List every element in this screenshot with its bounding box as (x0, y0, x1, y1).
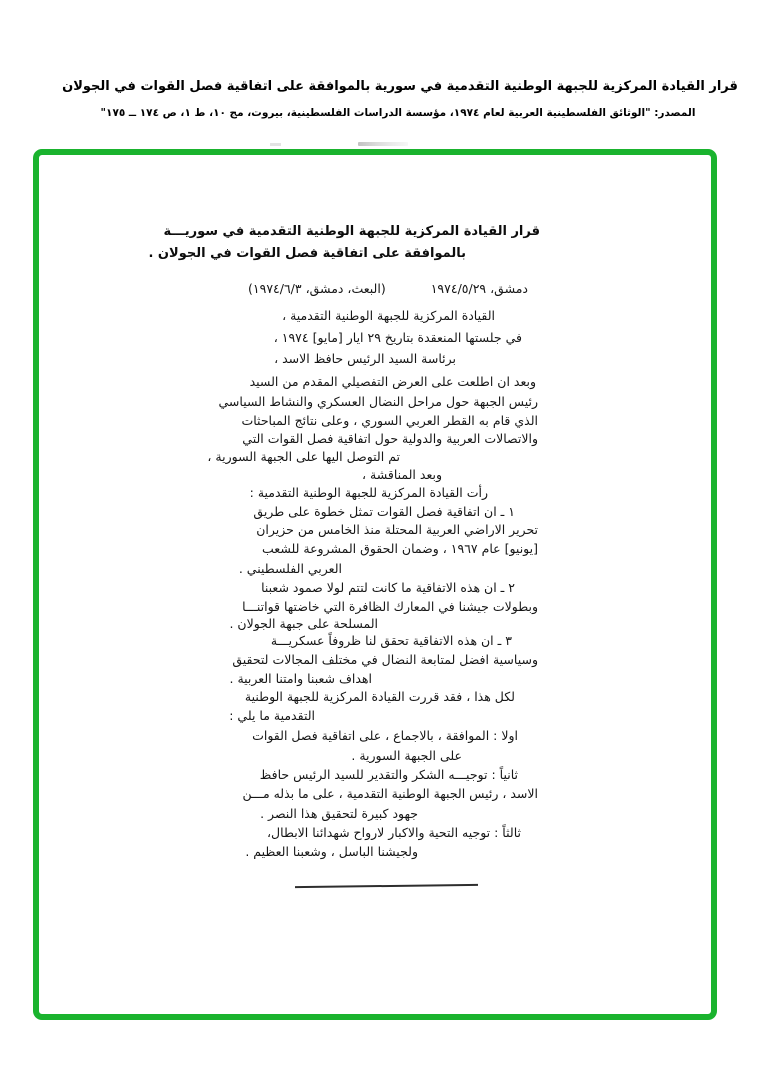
document-text-line: رئيس الجبهة حول مراحل النضال العسكري والنشاط السياسي (218, 394, 538, 409)
document-text-line: لكل هذا ، فقد قررت القيادة المركزية للجبهة الوطنية (244, 689, 515, 704)
document-title-line: قرار القيادة المركزية للجبهة الوطنية التقدمية في سوريـــة (163, 224, 540, 239)
document-text-line: جهود كبيرة لتحقيق هذا النصر . (260, 806, 418, 821)
page-title: قرار القيادة المركزية للجبهة الوطنية التقدمية في سورية بالموافقة على اتفاقية فصل القوات في الجولان (62, 79, 738, 94)
document-text-line: اولا : الموافقة ، بالاجماع ، على اتفاقية فصل القوات (252, 728, 518, 743)
document-text-line: (البعث، دمشق، ١٩٧٤/٦/٣) (248, 281, 386, 296)
document-text-line: اهداف شعبنا وامتنا العربية . (229, 671, 372, 686)
document-text-line: ولجيشنا الباسل ، وشعبنا العظيم . (245, 844, 418, 859)
document-text-line: المسلحة على جبهة الجولان . (229, 616, 378, 631)
source-citation: المصدر: "الوثائق الفلسطينية العربية لعام ١٩٧٤، مؤسسة الدراسات الفلسطينية، بيروت، مج ١٠، ط ١، ص ١٧٤ ــ ١٧٥" (100, 107, 696, 119)
document-text-line: تم التوصل اليها على الجبهة السورية ، (207, 449, 400, 464)
document-text-line: ٢ ـ ان هذه الاتفاقية ما كانت لتتم لولا صمود شعبنا (261, 580, 515, 595)
document-text-line: تحرير الاراضي العربية المحتلة منذ الخامس من حزيران (256, 522, 538, 537)
document-text-line: وبعد ان اطلعت على العرض التفصيلي المقدم من السيد (249, 374, 536, 389)
document-text-line: في جلستها المنعقدة بتاريخ ٢٩ ايار [مايو] ١٩٧٤ ، (273, 330, 522, 345)
document-text-line: دمشق، ١٩٧٤/٥/٢٩ (430, 281, 528, 296)
document-text-line: ١ ـ ان اتفاقية فصل القوات تمثل خطوة على طريق (253, 504, 515, 519)
document-text-line: الاسد ، رئيس الجبهة الوطنية التقدمية ، على ما بذله مـــن (242, 786, 538, 801)
document-text-line: ثالثاً : توجيه التحية والاكبار لارواح شهدائنا الابطال، (267, 825, 521, 840)
document-text-line: وبعد المناقشة ، (361, 467, 442, 482)
document-text-line: الذي قام به القطر العربي السوري ، وعلى نتائج المباحثات (241, 413, 538, 428)
document-title-line: بالموافقة على اتفاقية فصل القوات في الجولان . (148, 246, 466, 261)
document-text-line: العربي الفلسطيني . (238, 561, 342, 576)
document-text-line: ٣ ـ ان هذه الاتفاقية تحقق لنا ظروفاً عسكريـــة (270, 633, 512, 648)
document-text-line: وبطولات جيشنا في المعارك الظافرة التي خاضتها قواتنـــا (242, 599, 538, 614)
document-text-line: رأت القيادة المركزية للجبهة الوطنية التقدمية : (249, 485, 488, 500)
document-text-line: ثانياً : توجيـــه الشكر والتقدير للسيد الرئيس حافظ (259, 767, 518, 782)
document-text-line: والاتصالات العربية والدولية حول اتفاقية فصل القوات التي (242, 431, 538, 446)
document-text-line: على الجبهة السورية . (351, 748, 462, 763)
document-text-line: وسياسية افضل لمتابعة النضال في مختلف المجالات لتحقيق (232, 652, 538, 667)
document-text-line: القيادة المركزية للجبهة الوطنية التقدمية ، (282, 308, 495, 323)
document-text-line: التقدمية ما يلي : (229, 708, 315, 723)
document-text-line: برئاسة السيد الرئيس حافظ الاسد ، (274, 351, 456, 366)
document-text-line: [يونيو] عام ١٩٦٧ ، وضمان الحقوق المشروعة للشعب (262, 541, 538, 556)
